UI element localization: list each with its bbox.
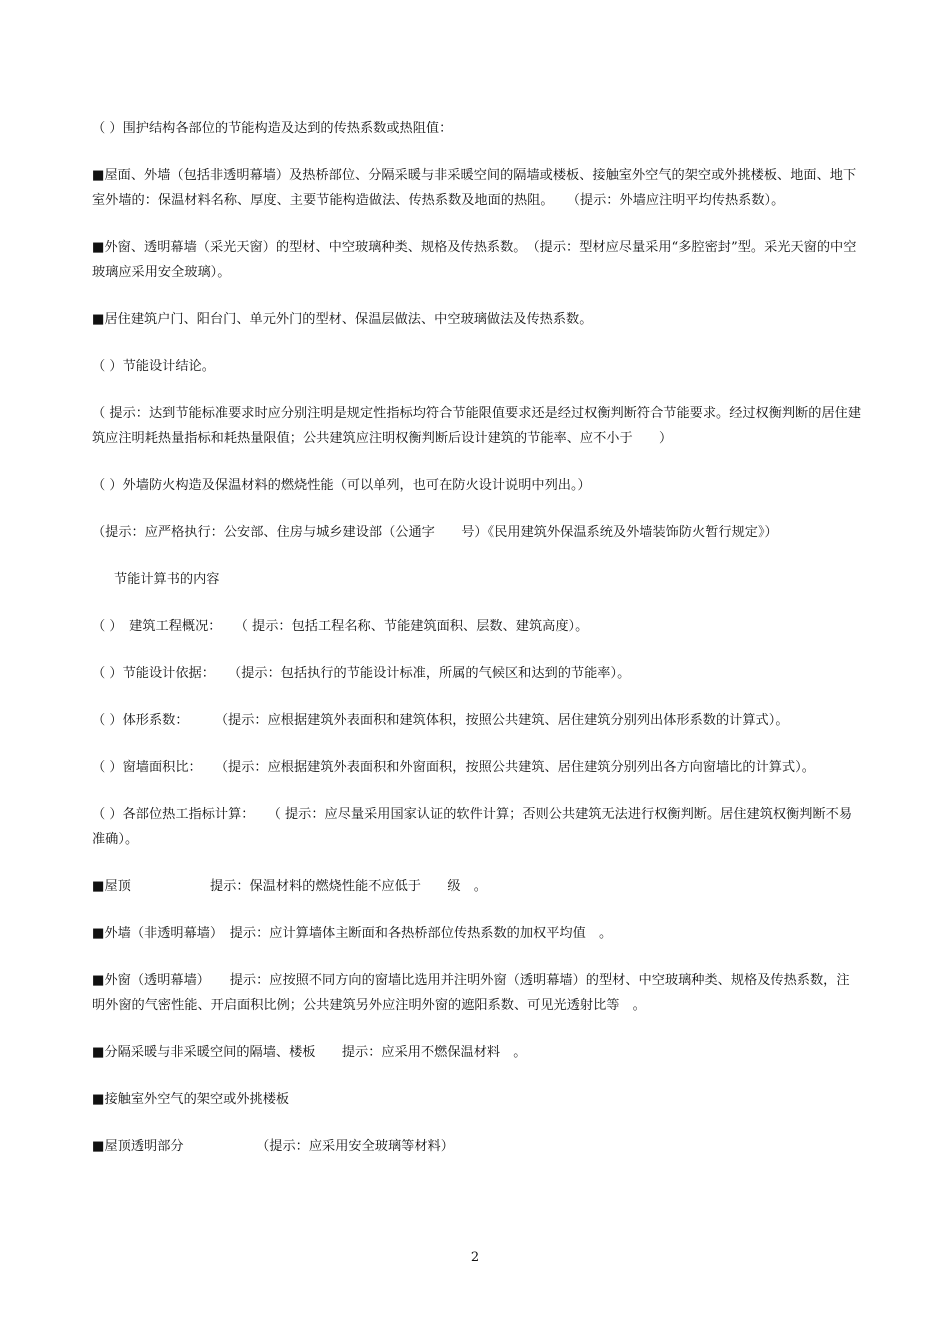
paragraph-window-curtain: ■外窗、透明幕墙（采光天窗）的型材、中空玻璃种类、规格及传热系数。 （提示：型材应尽量采用“多腔密封”型。采光天窗的中空玻璃应采用安全玻璃）。 bbox=[92, 240, 857, 280]
paragraph-roof-transparent: ■屋顶透明部分 （提示：应采用安全玻璃等材料） bbox=[92, 1139, 454, 1154]
paragraph-exterior-window: ■外窗（透明幕墙） 提示：应按照不同方向的窗墙比选用并注明外窗（透明幕墙）的型材、中空玻璃种类、规格及传热系数，注明外窗的气密性能、开启面积比例；公共建筑另外应注明外窗的遮阳系数、可见光透射比等 。 bbox=[92, 973, 850, 1013]
document-body bbox=[92, 116, 862, 1181]
paragraph-partition: ■分隔采暖与非采暖空间的隔墙、楼板 提示：应采用不燃保温材料 。 bbox=[92, 1045, 527, 1060]
paragraph-fire-hint: （提示：应严格执行：公安部、住房与城乡建设部（公通字 号）《民用建筑外保温系统及外墙装饰防火暂行规定》） bbox=[92, 525, 778, 540]
paragraph-overhang-floor: ■接触室外空气的架空或外挑楼板 bbox=[92, 1092, 290, 1107]
page-number: 2 bbox=[470, 1250, 480, 1265]
paragraph-roof-wall: ■屋面、外墙（包括非透明幕墙）及热桥部位、分隔采暖与非采暖空间的隔墙或楼板、接触室外空气的架空或外挑楼板、地面、地下室外墙的：保温材料名称、厚度、主要节能构造做法、传热系数及地面的热阻。 （提示：外墙应注明平均传热系数）。 bbox=[92, 168, 857, 208]
paragraph-design-basis: （ ）节能设计依据： （提示：包括执行的节能设计标准，所属的气候区和达到的节能率）。 bbox=[92, 666, 631, 681]
paragraph-residential-doors: ■居住建筑户门、阳台门、单元外门的型材、保温层做法、中空玻璃做法及传热系数。 bbox=[92, 312, 593, 327]
paragraph-thermal-calculation: （ ）各部位热工指标计算： （ 提示：应尽量采用国家认证的软件计算；否则公共建筑无法进行权衡判断。居住建筑权衡判断不易准确）。 bbox=[92, 807, 853, 847]
paragraph-envelope-heading: （ ）围护结构各部位的节能构造及达到的传热系数或热阻值： bbox=[92, 121, 453, 136]
paragraph-exterior-wall: ■外墙（非透明幕墙） 提示：应计算墙体主断面和各热桥部位传热系数的加权平均值 。 bbox=[92, 926, 613, 941]
paragraph-shape-coefficient: （ ）体形系数： （提示：应根据建筑外表面积和建筑体积，按照公共建筑、居住建筑分别列出体形系数的计算式）。 bbox=[92, 713, 789, 728]
paragraph-window-wall-ratio: （ ）窗墙面积比： （提示：应根据建筑外表面积和外窗面积，按照公共建筑、居住建筑分别列出各方向窗墙比的计算式）。 bbox=[92, 760, 815, 775]
paragraph-conclusion-heading: （ ）节能设计结论。 bbox=[92, 359, 215, 374]
paragraph-fire-heading: （ ）外墙防火构造及保温材料的燃烧性能（可以单列，也可在防火设计说明中列出。） bbox=[92, 478, 591, 493]
paragraph-roof: ■屋顶 提示：保温材料的燃烧性能不应低于 级 。 bbox=[92, 879, 487, 894]
paragraph-conclusion-hint: （ 提示：达到节能标准要求时应分别注明是规定性指标均符合节能限值要求还是经过权衡判断符合节能要求。经过权衡判断的居住建筑应注明耗热量指标和耗热量限值；公共建筑应注明权衡判断后设计建筑的节能率、应不小于 ） bbox=[92, 406, 862, 446]
section-title-calculation: 节能计算书的内容 bbox=[114, 572, 220, 587]
paragraph-project-overview: （ ） 建筑工程概况： （ 提示：包括工程名称、节能建筑面积、层数、建筑高度）。 bbox=[92, 619, 589, 634]
